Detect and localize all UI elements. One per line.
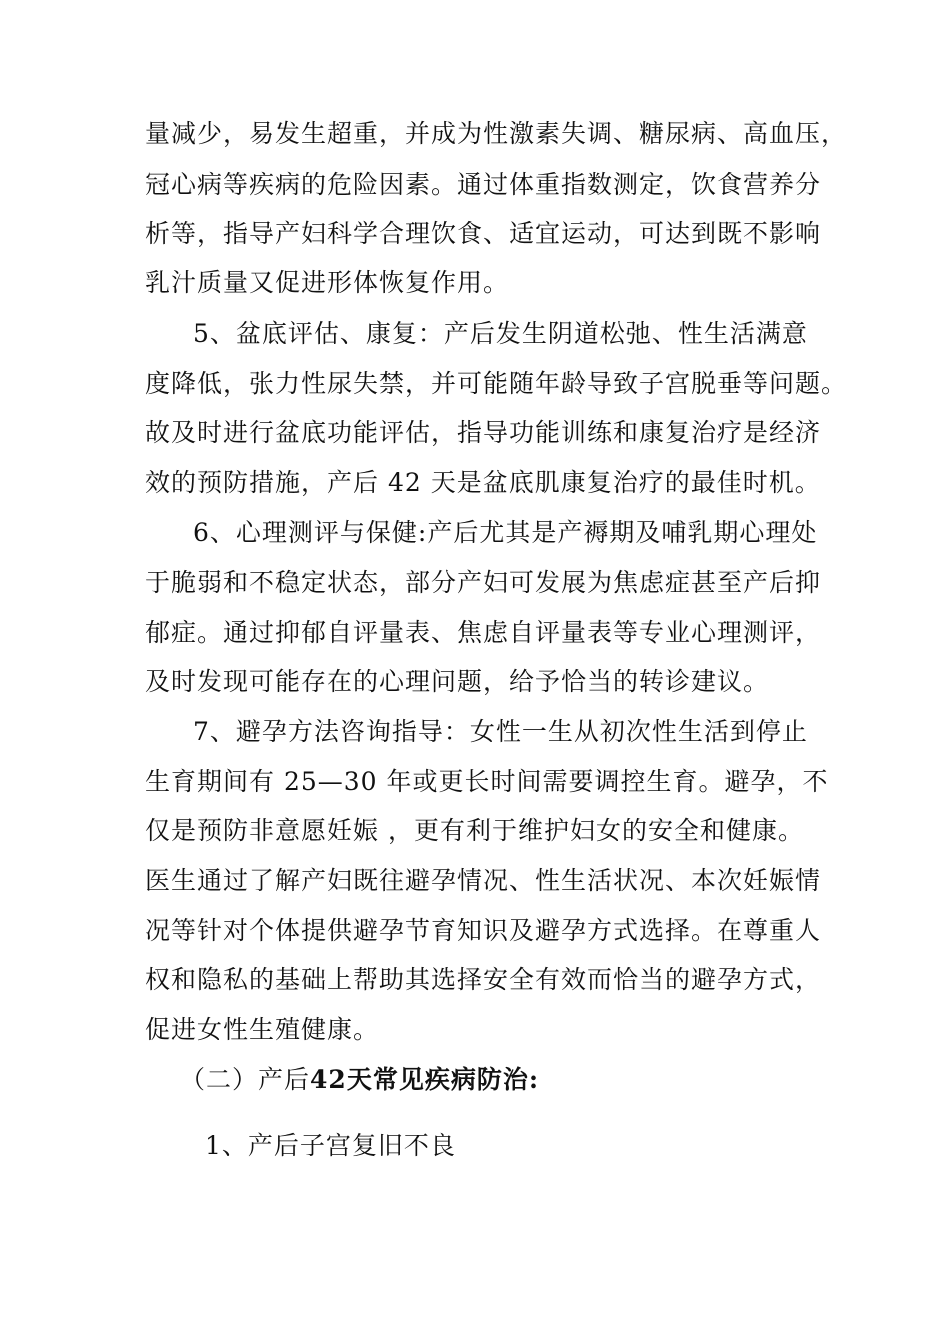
section-heading-prefix: （二）产后: [180, 1065, 311, 1094]
section-heading-number: 42: [310, 1065, 347, 1094]
paragraph-line: 况等针对个体提供避孕节育知识及避孕方式选择。在尊重人: [145, 916, 822, 945]
paragraph-line: 7、避孕方法咨询指导：女性一生从初次性生活到停止: [193, 717, 808, 746]
paragraph-line: 度降低，张力性尿失禁，并可能随年龄导致子宫脱垂等问题。: [145, 369, 848, 398]
section-heading-suffix: 天常见疾病防治:: [346, 1065, 540, 1094]
paragraph-line: 仅是预防非意愿妊娠 ，更有利于维护妇女的安全和健康。: [145, 816, 804, 845]
paragraph-line: 6、心理测评与保健:产后尤其是产褥期及哺乳期心理处: [193, 518, 818, 547]
paragraph-line: 生育期间有 25—30 年或更长时间需要调控生育。避孕，不: [145, 767, 829, 796]
paragraph-line: 乳汁质量又促进形体恢复作用。: [145, 268, 510, 297]
paragraph-line: 析等，指导产妇科学合理饮食、适宜运动，可达到既不影响: [145, 219, 822, 248]
sub-item-heading: 1、产后子宫复旧不良: [205, 1131, 456, 1160]
paragraph-line: 5、盆底评估、康复：产后发生阴道松弛、性生活满意: [193, 319, 808, 348]
paragraph-line: 医生通过了解产妇既往避孕情况、性生活状况、本次妊娠情: [145, 866, 822, 895]
paragraph-line: 故及时进行盆底功能评估，指导功能训练和康复治疗是经济: [145, 418, 822, 447]
paragraph-line: 郁症。通过抑郁自评量表、焦虑自评量表等专业心理测评，: [145, 618, 822, 647]
paragraph-line: 冠心病等疾病的危险因素。通过体重指数测定，饮食营养分: [145, 170, 822, 199]
paragraph-line: 于脆弱和不稳定状态，部分产妇可发展为焦虑症甚至产后抑: [145, 568, 822, 597]
paragraph-line: 效的预防措施，产后 42 天是盆底肌康复治疗的最佳时机。: [145, 468, 821, 497]
paragraph-line: 及时发现可能存在的心理问题，给予恰当的转诊建议。: [145, 667, 770, 696]
section-heading: [180, 1064, 539, 1096]
paragraph-line: 量减少，易发生超重，并成为性激素失调、糖尿病、高血压，: [145, 119, 848, 148]
paragraph-line: 促进女性生殖健康。: [145, 1015, 380, 1044]
paragraph-line: 权和隐私的基础上帮助其选择安全有效而恰当的避孕方式，: [145, 965, 822, 994]
